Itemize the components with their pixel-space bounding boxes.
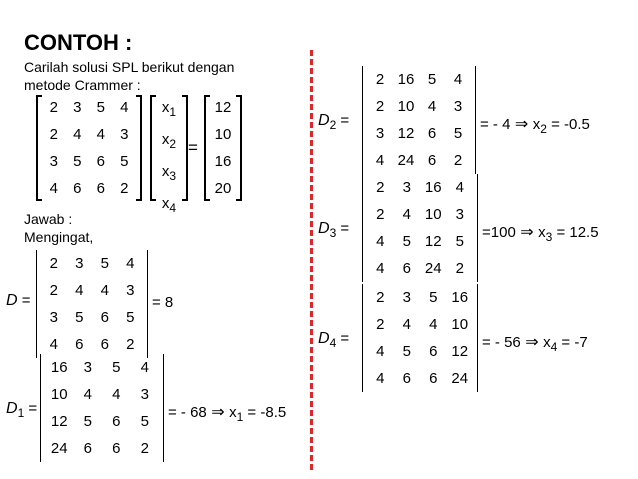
intro-line-1: Carilah solusi SPL berikut dengan	[24, 59, 235, 75]
determinant-cell: 10	[451, 316, 469, 333]
matrix-cell: 4	[49, 180, 58, 197]
determinant-cell: 3	[402, 289, 411, 306]
determinant-cell: 12	[50, 413, 68, 430]
determinant-label	[318, 112, 349, 132]
determinant-cell: 4	[376, 343, 385, 360]
determinant-cell: 24	[451, 370, 469, 387]
determinant-cell: 5	[402, 233, 411, 250]
solution-value: = 12.5	[552, 224, 599, 241]
determinant-matrix	[36, 250, 148, 358]
determinant-cell: 3	[455, 206, 464, 223]
solution-variable: x	[538, 224, 546, 241]
determinant-cell: 2	[376, 206, 385, 223]
determinant-cell: 6	[429, 370, 438, 387]
constant-cell: 16	[214, 153, 232, 170]
implies-arrow-icon: ⇒	[515, 224, 539, 241]
determinant-cell: 4	[49, 336, 58, 353]
determinant-equals: =	[336, 220, 350, 237]
determinant-label	[6, 292, 31, 310]
solution-variable: x	[229, 404, 237, 421]
determinant-subscript: 1	[17, 406, 25, 420]
solution-value: = -7	[557, 334, 588, 351]
determinant-cell: 6	[83, 440, 92, 457]
determinant-symbol: D	[6, 292, 18, 309]
determinant-cell: 6	[100, 309, 109, 326]
determinant-cell: 4	[140, 359, 149, 376]
determinant-cell: 2	[375, 71, 385, 88]
determinant-symbol: D	[318, 112, 330, 129]
determinant-cell: 3	[126, 282, 135, 299]
determinant-cell: 5	[453, 125, 463, 142]
constant-cell: 20	[214, 180, 232, 197]
determinant-cell: 4	[453, 71, 463, 88]
determinant-cell: 5	[402, 343, 411, 360]
matrix-cell: 4	[73, 126, 82, 143]
determinant-matrix	[362, 174, 478, 282]
determinant-result	[482, 332, 588, 354]
determinant-cell: 4	[376, 370, 385, 387]
determinant-subscript: 4	[329, 336, 337, 350]
system-equals: =	[188, 138, 198, 157]
determinant-cell: 5	[112, 359, 121, 376]
determinant-cell: 16	[451, 289, 469, 306]
determinant-subscript: 2	[329, 118, 337, 132]
determinant-value: = - 4	[480, 116, 511, 133]
solution-subscript: 1	[236, 410, 244, 424]
matrix-cell: 2	[120, 180, 129, 197]
determinant-cell: 2	[49, 282, 58, 299]
determinant-value: = - 56	[482, 334, 521, 351]
determinant-result	[482, 222, 599, 244]
solution-variable: x	[532, 116, 541, 133]
determinant-cell: 6	[112, 440, 121, 457]
determinant-cell: 16	[50, 359, 68, 376]
determinant-symbol: D	[318, 330, 330, 347]
matrix-cell: 6	[96, 153, 105, 170]
determinant-cell: 5	[100, 255, 109, 272]
determinant-cell: 24	[397, 152, 415, 169]
implies-arrow-icon: ⇒	[206, 404, 230, 421]
determinant-equals: =	[17, 292, 31, 309]
determinant-cell: 12	[451, 343, 469, 360]
determinant-cell: 4	[375, 152, 385, 169]
matrix-cell: 2	[49, 126, 58, 143]
determinant-label	[318, 330, 349, 350]
variable-subscript: 3	[169, 169, 177, 183]
determinant-equals: =	[336, 112, 350, 129]
determinant-cell: 6	[100, 336, 109, 353]
matrix-cell: 4	[120, 99, 129, 116]
determinant-cell: 5	[75, 309, 84, 326]
determinant-cell: 4	[126, 255, 135, 272]
determinant-cell: 12	[397, 125, 415, 142]
determinant-cell: 4	[376, 233, 385, 250]
determinant-matrix	[362, 284, 478, 392]
slide-title: CONTOH :	[24, 30, 133, 55]
determinant-cell: 4	[100, 282, 109, 299]
column-divider	[310, 50, 313, 470]
determinant-symbol: D	[6, 400, 18, 417]
variable-cell: $x_4$	[161, 195, 177, 215]
determinant-value: = 8	[152, 294, 174, 311]
determinant-cell: 10	[424, 206, 442, 223]
variable-cell: $x_2$	[161, 131, 177, 151]
determinant-cell: 10	[397, 98, 415, 115]
solution-subscript: 2	[540, 122, 547, 136]
variable-cell: $x_1$	[161, 99, 177, 119]
coefficient-matrix	[36, 96, 142, 200]
intro-line-2: metode Crammer :	[24, 77, 141, 93]
determinant-cell: 2	[375, 98, 385, 115]
jawab-label: Jawab :	[24, 211, 73, 227]
determinant-cell: 4	[75, 282, 84, 299]
matrix-cell: 6	[73, 180, 82, 197]
determinant-cell: 12	[424, 233, 442, 250]
determinant-cell: 2	[376, 316, 385, 333]
determinant-cell: 2	[453, 152, 463, 169]
matrix-cell: 4	[96, 126, 105, 143]
determinant-cell: 2	[455, 260, 464, 277]
determinant-cell: 4	[83, 386, 92, 403]
determinant-cell: 3	[49, 309, 58, 326]
mengingat-label: Mengingat,	[24, 229, 94, 245]
determinant-cell: 6	[75, 336, 84, 353]
determinant-result	[152, 294, 173, 311]
determinant-cell: 2	[126, 336, 135, 353]
determinant-cell: 3	[453, 98, 463, 115]
determinant-symbol: D	[318, 220, 330, 237]
determinant-cell: 6	[402, 260, 411, 277]
determinant-cell: 5	[427, 71, 437, 88]
determinant-cell: 24	[50, 440, 68, 457]
determinant-cell: 3	[140, 386, 149, 403]
determinant-cell: 16	[397, 71, 415, 88]
determinant-cell: 10	[50, 386, 68, 403]
determinant-cell: 6	[402, 370, 411, 387]
determinant-cell: 5	[429, 289, 438, 306]
solution-value: = -0.5	[546, 116, 590, 133]
determinant-cell: 6	[429, 343, 438, 360]
determinant-subscript: 3	[329, 226, 337, 240]
determinant-result	[168, 402, 286, 424]
implies-arrow-icon: ⇒	[510, 116, 533, 133]
determinant-cell: 3	[83, 359, 92, 376]
variable-subscript: 2	[169, 137, 177, 151]
determinant-cell: 4	[376, 260, 385, 277]
solution-value: = -8.5	[243, 404, 287, 421]
variable-vector	[150, 96, 188, 215]
determinant-value: = - 68	[168, 404, 207, 421]
determinant-label	[6, 400, 37, 420]
determinant-cell: 4	[402, 316, 411, 333]
variable-subscript: 1	[169, 105, 177, 119]
determinant-cell: 6	[427, 152, 437, 169]
determinant-cell: 4	[402, 206, 411, 223]
determinant-cell: 5	[455, 233, 464, 250]
constant-cell: 12	[214, 99, 232, 116]
determinant-cell: 24	[424, 260, 442, 277]
determinant-result	[480, 114, 590, 136]
matrix-cell: 2	[49, 99, 58, 116]
matrix-cell: 5	[96, 99, 105, 116]
determinant-equals: =	[336, 330, 350, 347]
solution-variable: x	[543, 334, 551, 351]
determinant-cell: 6	[427, 125, 437, 142]
determinant-value: =100	[482, 224, 516, 241]
matrix-cell: 5	[73, 153, 82, 170]
matrix-cell: 3	[49, 153, 58, 170]
determinant-cell: 5	[140, 413, 149, 430]
determinant-cell: 5	[83, 413, 92, 430]
determinant-cell: 2	[376, 289, 385, 306]
solution-subscript: 3	[545, 230, 553, 244]
determinant-cell: 2	[376, 179, 385, 196]
implies-arrow-icon: ⇒	[520, 334, 544, 351]
constant-cell: 10	[214, 126, 232, 143]
determinant-matrix	[40, 354, 164, 462]
matrix-cell: 3	[73, 99, 82, 116]
matrix-cell: 6	[96, 180, 105, 197]
variable-cell: $x_3$	[161, 163, 177, 183]
determinant-cell: 16	[424, 179, 442, 196]
determinant-matrix	[362, 66, 476, 174]
determinant-cell: 4	[429, 316, 438, 333]
determinant-cell: 6	[112, 413, 121, 430]
matrix-cell: 5	[120, 153, 129, 170]
solution-subscript: 4	[550, 340, 558, 354]
determinant-cell: 4	[427, 98, 437, 115]
determinant-cell: 4	[112, 386, 121, 403]
determinant-cell: 2	[140, 440, 149, 457]
determinant-cell: 2	[49, 255, 58, 272]
determinant-cell: 3	[75, 255, 84, 272]
determinant-cell: 3	[402, 179, 411, 196]
determinant-equals: =	[24, 400, 38, 417]
matrix-cell: 3	[120, 126, 129, 143]
constant-vector	[204, 96, 242, 200]
determinant-label	[318, 220, 349, 240]
variable-subscript: 4	[169, 201, 177, 215]
determinant-cell: 5	[126, 309, 135, 326]
determinant-cell: 3	[375, 125, 385, 142]
determinant-cell: 4	[455, 179, 464, 196]
